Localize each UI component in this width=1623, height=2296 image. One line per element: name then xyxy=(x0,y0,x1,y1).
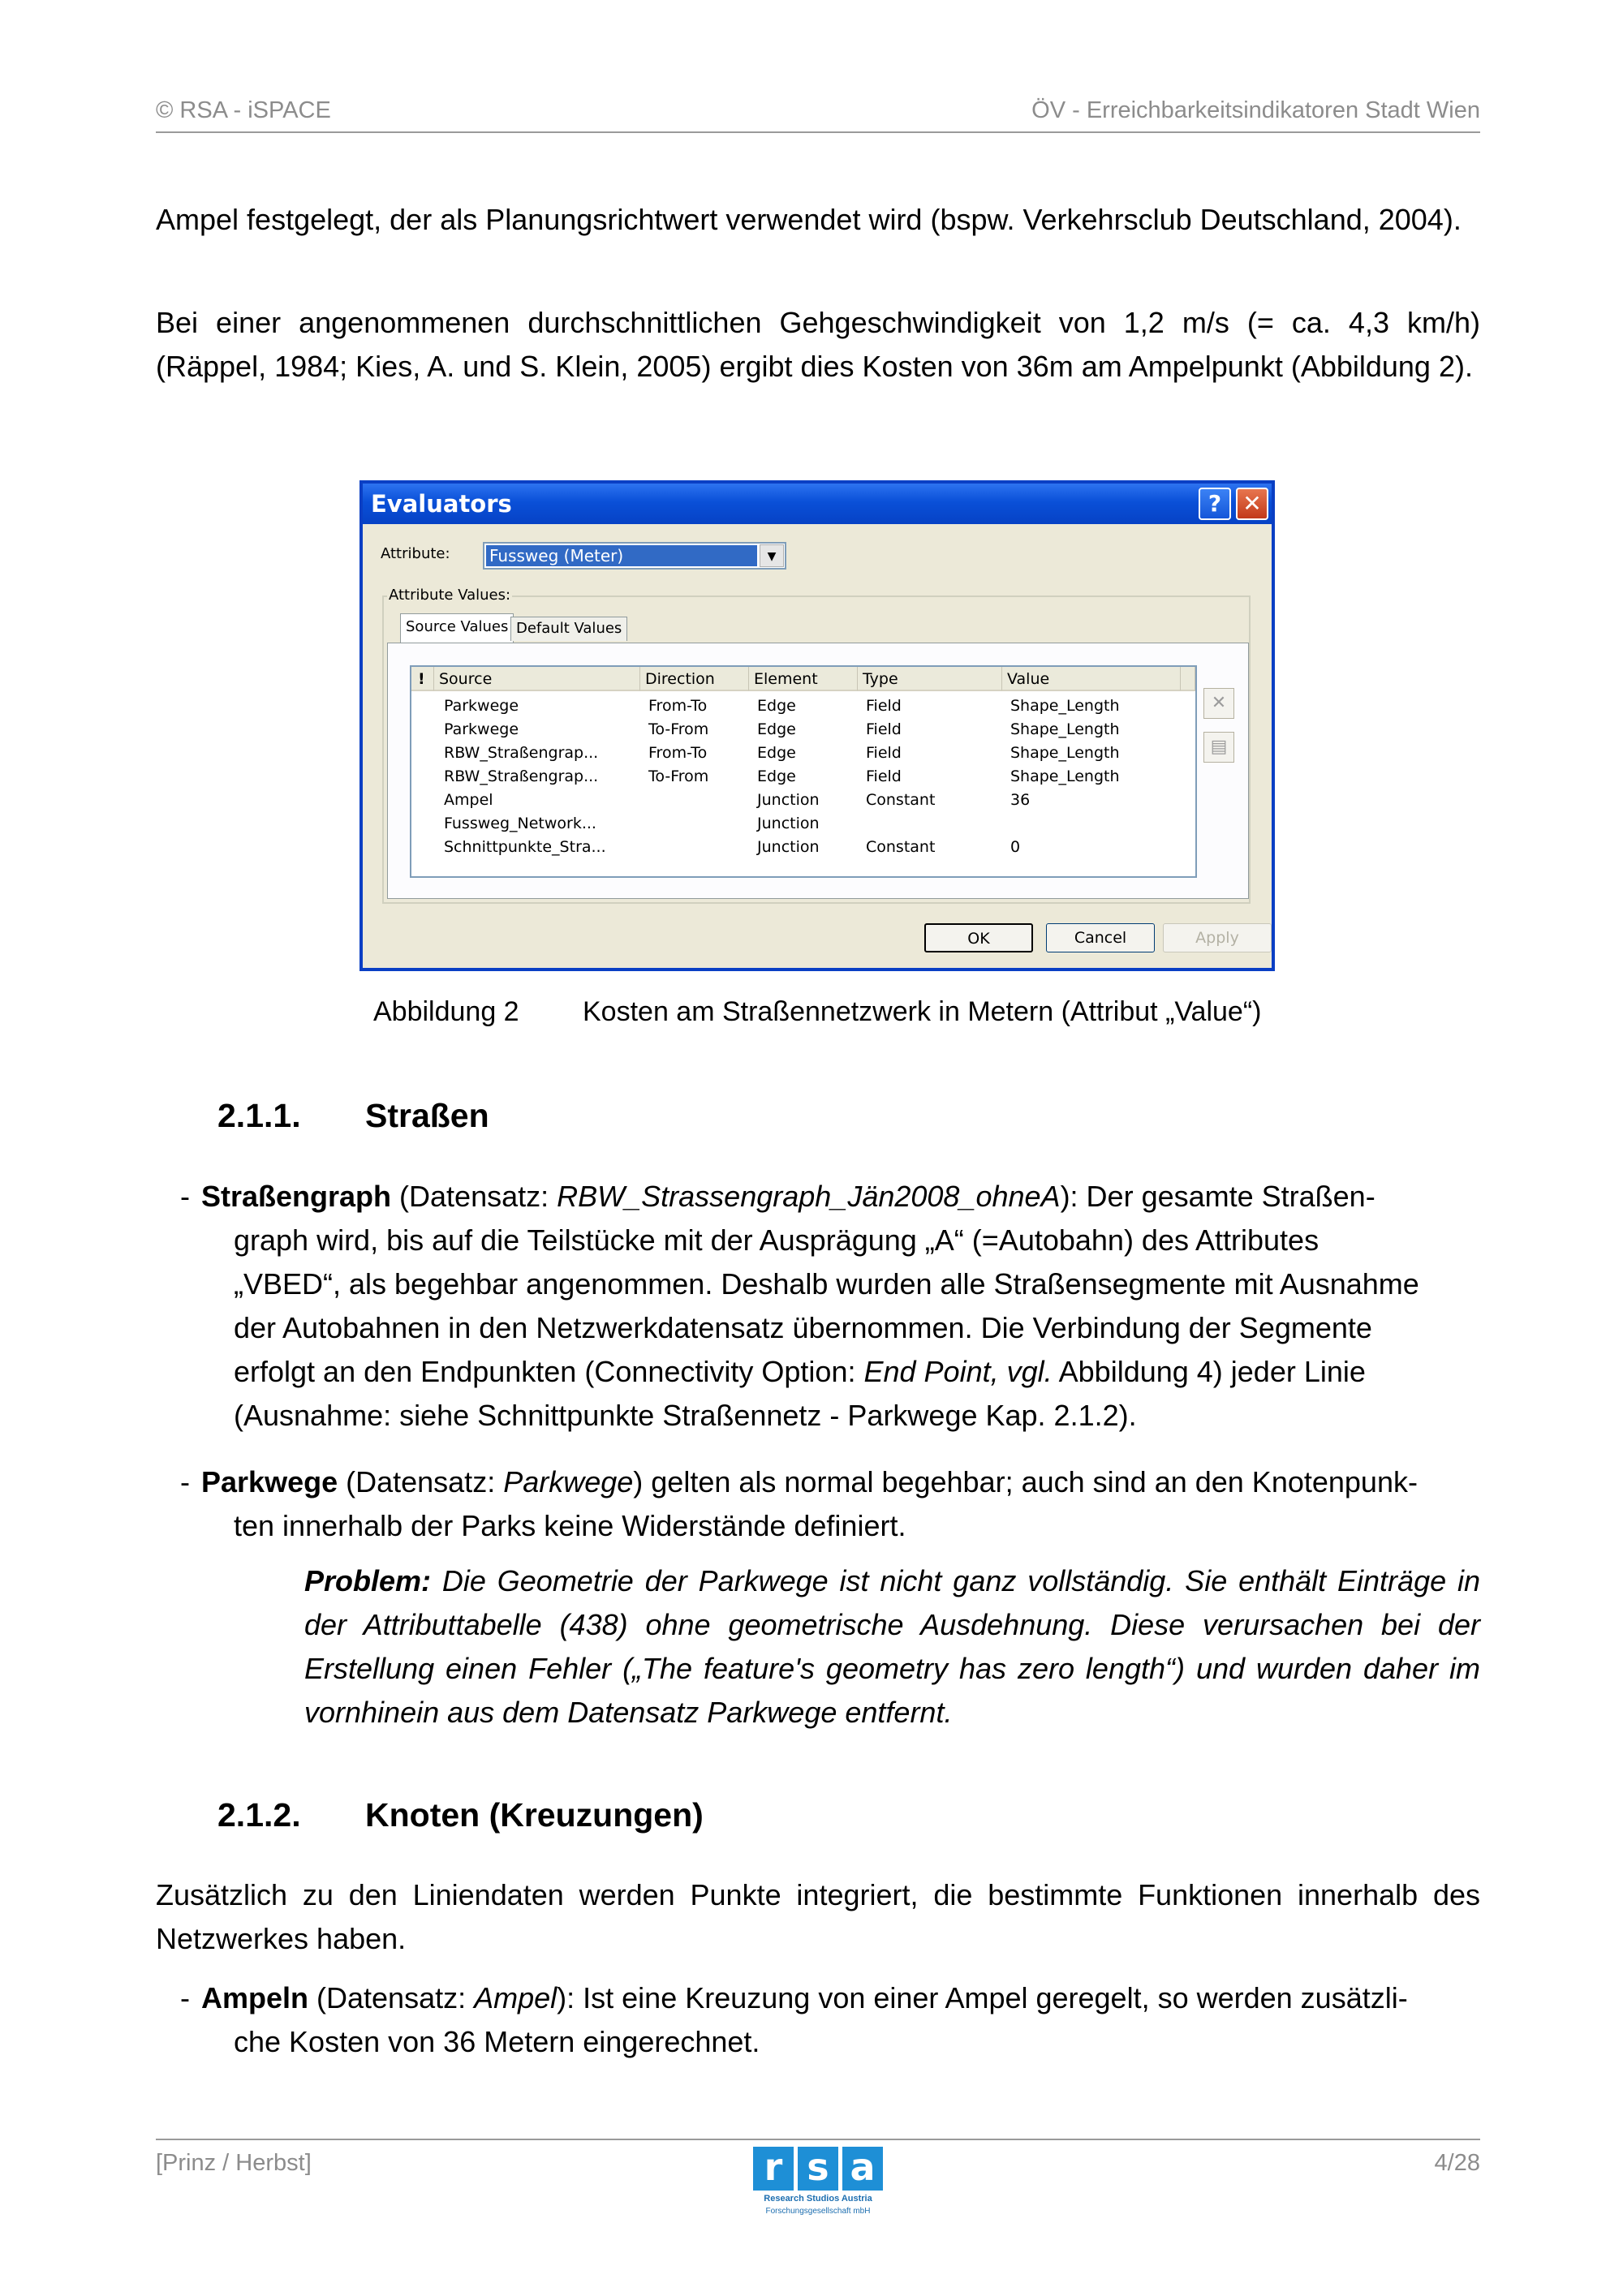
intro-paragraph-1: Ampel festgelegt, der als Planungsrichtwert verwendet wird (bspw. Verkehrsclub Deutschland, 2004). xyxy=(156,203,1462,236)
cell-direction: From-To xyxy=(648,744,708,762)
logo-letter: s xyxy=(798,2147,838,2191)
page-header xyxy=(156,96,1480,133)
cell-value: Shape_Length xyxy=(1010,720,1120,738)
cell-type: Field xyxy=(866,720,902,738)
text-line: graph wird, bis auf die Teilstücke mit der Ausprägung „A“ (=Autobahn) des Attributes xyxy=(234,1223,1319,1257)
chevron-down-icon[interactable]: ▼ xyxy=(760,544,784,567)
section-title: Knoten (Kreuzungen) xyxy=(365,1796,704,1834)
term: Straßengraph xyxy=(201,1180,392,1213)
logo-letters xyxy=(753,2147,883,2191)
cell-element: Junction xyxy=(757,815,820,832)
page-footer xyxy=(156,2139,1480,2140)
problem-note xyxy=(304,1559,1480,1735)
cell-value: 0 xyxy=(1010,838,1021,856)
logo-tagline: Research Studios Austria xyxy=(764,2194,872,2204)
help-button[interactable]: ? xyxy=(1199,488,1231,520)
delete-evaluator-icon[interactable]: ✕ xyxy=(1203,688,1234,719)
column-header-status[interactable]: ! xyxy=(411,667,434,691)
apply-button[interactable]: Apply xyxy=(1163,923,1272,952)
cell-element: Junction xyxy=(757,791,820,809)
cell-source: RBW_Straßengrap... xyxy=(444,767,599,785)
page-number: 4/28 xyxy=(1434,2150,1480,2176)
column-header-filler xyxy=(1181,667,1195,691)
cell-value: Shape_Length xyxy=(1010,697,1120,715)
cell-value: Shape_Length xyxy=(1010,767,1120,785)
section2-intro: Zusätzlich zu den Liniendaten werden Punkte integriert, die bestimmte Funktionen innerhalb des Netzwerkes haben. xyxy=(156,1878,1480,1955)
cell-source: Parkwege xyxy=(444,697,519,715)
tab-default-values[interactable]: Default Values xyxy=(510,617,627,641)
text-line: „VBED“, als begehbar angenommen. Deshalb wurden alle Straßensegmente mit Ausnahme xyxy=(234,1267,1419,1301)
cell-value: Shape_Length xyxy=(1010,744,1120,762)
cell-element: Edge xyxy=(757,697,796,715)
cell-type: Field xyxy=(866,744,902,762)
section-number: 2.1.1. xyxy=(217,1097,301,1134)
term: Ampeln xyxy=(201,1981,309,2014)
attribute-select-value: Fussweg (Meter) xyxy=(486,545,757,566)
attribute-values-label: Attribute Values: xyxy=(389,587,511,604)
cell-source: Schnittpunkte_Stra... xyxy=(444,838,606,856)
dialog-titlebar xyxy=(363,484,1272,524)
text: ): Ist eine Kreuzung von einer Ampel geregelt, so werden zusätzli- xyxy=(557,1981,1408,2014)
text-line: (Ausnahme: siehe Schnittpunkte Straßennetz - Parkwege Kap. 2.1.2). xyxy=(234,1399,1137,1432)
header-right: ÖV - Erreichbarkeitsindikatoren Stadt Wien xyxy=(1031,97,1480,123)
cell-direction: To-From xyxy=(648,720,709,738)
logo-subtagline: Forschungsgesellschaft mbH xyxy=(765,2207,871,2216)
column-header-element[interactable]: Element xyxy=(749,667,858,691)
column-header-source[interactable]: Source xyxy=(434,667,640,691)
figure-label: Abbildung 2 xyxy=(373,996,519,1027)
cell-direction: To-From xyxy=(648,767,709,785)
cancel-button[interactable]: Cancel xyxy=(1046,923,1155,952)
section-number: 2.1.2. xyxy=(217,1796,301,1834)
attribute-select[interactable] xyxy=(483,542,786,570)
logo-letter: r xyxy=(753,2147,794,2191)
term: Parkwege xyxy=(201,1465,338,1498)
problem-label: Problem: xyxy=(304,1564,432,1597)
bullet-marker: - xyxy=(180,1180,190,1213)
text: ) gelten als normal begehbar; auch sind an den Knotenpunk- xyxy=(633,1465,1418,1498)
cell-element: Edge xyxy=(757,720,796,738)
bullet-marker: - xyxy=(180,1465,190,1498)
bullet-parkwege xyxy=(201,1460,1480,1548)
text: ): Der gesamte Straßen- xyxy=(1060,1180,1375,1213)
bullet-marker: - xyxy=(180,1981,190,2014)
dialog-title: Evaluators xyxy=(371,490,512,518)
header-left: © RSA - iSPACE xyxy=(156,97,331,123)
emphasis: End Point, vgl. xyxy=(863,1355,1053,1388)
text: (Datensatz: xyxy=(391,1180,558,1213)
evaluators-dialog xyxy=(359,480,1275,971)
text-line: ten innerhalb der Parks keine Widerstände definiert. xyxy=(234,1509,906,1542)
text-line xyxy=(201,1350,1480,1394)
text-line: der Autobahnen in den Netzwerkdatensatz übernommen. Die Verbindung der Segmente xyxy=(234,1311,1372,1344)
evaluators-list[interactable] xyxy=(410,665,1197,878)
intro-paragraph-2: Bei einer angenommenen durchschnittlichen Gehgeschwindigkeit von 1,2 m/s (= ca. 4,3 km/h) (Räppel, 1984; Kies, A. und S. Klein, 2005) ergibt dies Kosten von 36m am Ampelpunkt (Abbildung 2). xyxy=(156,306,1480,383)
cell-type: Field xyxy=(866,697,902,715)
text: Abbildung 4) jeder Linie xyxy=(1052,1355,1366,1388)
cell-source: RBW_Straßengrap... xyxy=(444,744,599,762)
figure-caption: Kosten am Straßennetzwerk in Metern (Attribut „Value“) xyxy=(583,996,1262,1027)
cell-source: Fussweg_Network... xyxy=(444,815,596,832)
cell-type: Constant xyxy=(866,791,936,809)
rsa-logo xyxy=(753,2147,883,2220)
cell-element: Edge xyxy=(757,744,796,762)
dataset-name: Ampel xyxy=(474,1981,558,2014)
cell-type: Constant xyxy=(866,838,936,856)
section-title: Straßen xyxy=(365,1097,489,1134)
text: (Datensatz: xyxy=(308,1981,475,2014)
cell-direction: From-To xyxy=(648,697,708,715)
cell-type: Field xyxy=(866,767,902,785)
close-button[interactable]: ✕ xyxy=(1236,488,1268,520)
cell-source: Parkwege xyxy=(444,720,519,738)
properties-icon[interactable]: ▤ xyxy=(1203,732,1234,763)
ok-button[interactable]: OK xyxy=(924,923,1033,952)
footer-authors: [Prinz / Herbst] xyxy=(156,2150,312,2176)
bullet-strassengraph xyxy=(201,1175,1480,1438)
bullet-ampeln xyxy=(201,1976,1480,2064)
text-line: che Kosten von 36 Metern eingerechnet. xyxy=(234,2025,760,2058)
text: (Datensatz: xyxy=(338,1465,504,1498)
tab-source-values[interactable]: Source Values xyxy=(400,613,514,643)
cell-value: 36 xyxy=(1010,791,1031,809)
attribute-label: Attribute: xyxy=(381,545,450,562)
dataset-name: Parkwege xyxy=(503,1465,634,1498)
cell-element: Edge xyxy=(757,767,796,785)
dataset-name: RBW_Strassengraph_Jän2008_ohneA xyxy=(557,1180,1061,1213)
cell-source: Ampel xyxy=(444,791,493,809)
problem-text: Die Geometrie der Parkwege ist nicht ganz vollständig. Sie enthält Einträge in der Attributtabelle (438) ohne geometrische Ausdehnung. Diese verursachen bei der Erstellung einen Fehler („The feature's geometry has zero length“) und wurden daher im vornhinein aus dem Datensatz Parkwege entfernt. xyxy=(304,1564,1480,1729)
column-header-direction[interactable]: Direction xyxy=(640,667,749,691)
column-header-value[interactable]: Value xyxy=(1002,667,1181,691)
text: erfolgt an den Endpunkten (Connectivity Option: xyxy=(234,1355,864,1388)
cell-element: Junction xyxy=(757,838,820,856)
logo-letter: a xyxy=(842,2147,883,2191)
column-header-type[interactable]: Type xyxy=(858,667,1002,691)
